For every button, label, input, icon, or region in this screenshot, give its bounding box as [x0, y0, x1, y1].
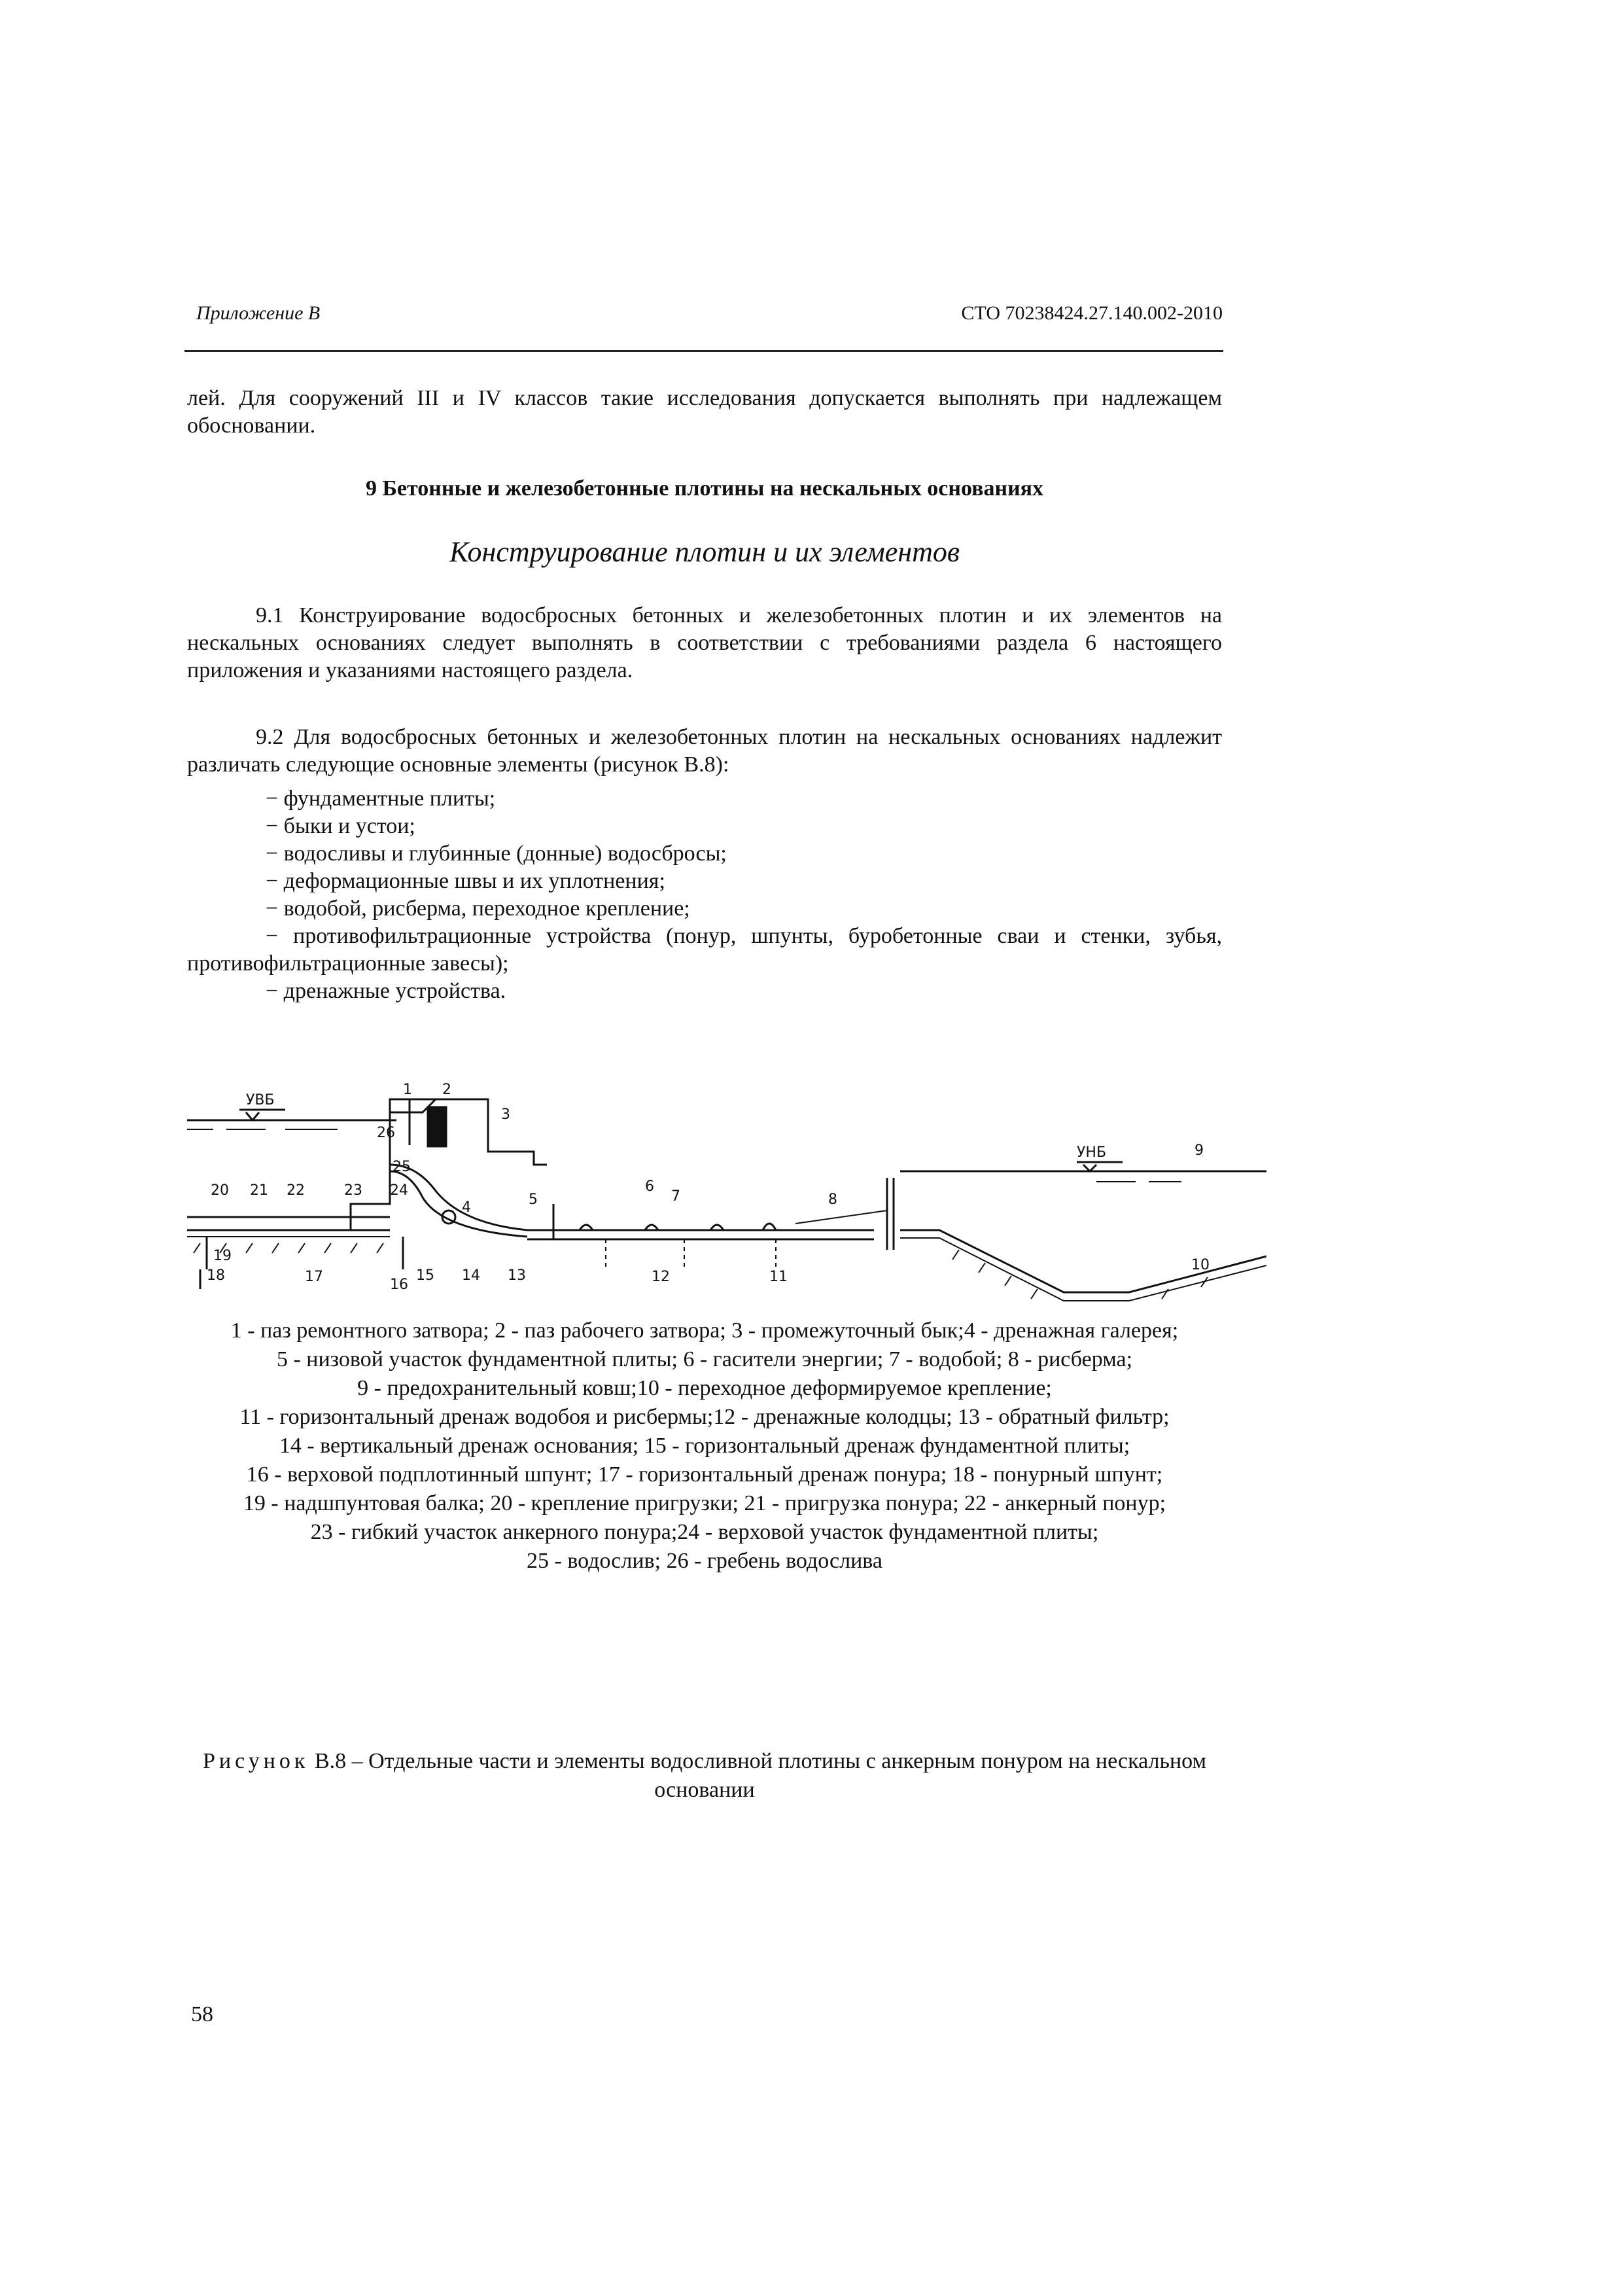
figure-caption	[187, 1747, 1222, 1805]
fig-number: 15	[416, 1267, 434, 1284]
downstream-level-label: УНБ	[1077, 1144, 1107, 1161]
legend-line: 1 - паз ремонтного затвора; 2 - паз рабочего затвора; 3 - промежуточный бык;4 - дренажная галерея;	[230, 1318, 1179, 1343]
fig-number: 2	[442, 1082, 451, 1098]
legend-line: 23 - гибкий участок анкерного понура;24 - верховой участок фундаментной плиты;	[310, 1520, 1099, 1544]
legend-line: 5 - низовой участок фундаментной плиты; 6 - гасители энергии; 7 - водобой; 8 - рисберма;	[276, 1347, 1133, 1371]
section-title: 9 Бетонные и железобетонные плотины на нескальных основаниях	[365, 476, 1044, 501]
list-item: − фундаментные плиты;	[266, 786, 496, 811]
fig-number: 6	[645, 1178, 654, 1195]
fig-number: 3	[501, 1106, 510, 1123]
list-item: − быки и устои;	[266, 814, 415, 838]
header-right: СТО 70238424.27.140.002-2010	[961, 302, 1223, 324]
fig-number: 22	[287, 1182, 305, 1199]
fig-number: 26	[377, 1125, 395, 1141]
dam-diagram	[187, 1073, 1266, 1309]
caption-label: Рисунок	[202, 1749, 309, 1773]
header-rule	[184, 350, 1223, 352]
list-item: − водосливы и глубинные (донные) водосбросы;	[266, 841, 727, 866]
fig-number: 17	[305, 1269, 323, 1285]
fig-number: 16	[390, 1277, 408, 1293]
legend-line: 11 - горизонтальный дренаж водобоя и рисбермы;12 - дренажные колодцы; 13 - обратный фильтр;	[239, 1405, 1170, 1429]
fig-number: 5	[529, 1192, 538, 1208]
fig-number: 1	[403, 1082, 412, 1098]
upstream-level-label: УВБ	[246, 1092, 275, 1108]
legend-line: 19 - надшпунтовая балка; 20 - крепление пригрузки; 21 - пригрузка понура; 22 - анкерный понур;	[243, 1491, 1166, 1515]
figure-legend	[187, 1316, 1222, 1576]
fig-number: 11	[769, 1269, 788, 1285]
intro-paragraph: лей. Для сооружений III и IV классов такие исследования допускается выполнять при надлежащем обосновании.	[187, 386, 1222, 438]
fig-number: 14	[462, 1267, 480, 1284]
fig-number: 9	[1195, 1142, 1204, 1159]
subsection-title: Конструирование плотин и их элементов	[449, 536, 960, 568]
fig-number: 10	[1191, 1257, 1210, 1273]
list-item: − деформационные швы и их уплотнения;	[266, 869, 665, 893]
caption-text: В.8 – Отдельные части и элементы водосливной плотины с анкерным понуром на нескальном основании	[309, 1749, 1207, 1802]
fig-number: 23	[344, 1182, 362, 1199]
fig-number: 21	[250, 1182, 268, 1199]
fig-number: 4	[462, 1199, 471, 1216]
fig-number: 18	[207, 1267, 225, 1284]
fig-number: 24	[390, 1182, 408, 1199]
list-item: − противофильтрационные устройства (понур, шпунты, буробетонные сваи и стенки, зубья, противофильтрационные завесы);	[187, 924, 1222, 976]
fig-number: 19	[213, 1248, 232, 1264]
fig-number: 25	[393, 1159, 411, 1175]
fig-number: 13	[508, 1267, 526, 1284]
elements-list	[187, 785, 1222, 1005]
header-left: Приложение В	[196, 302, 321, 324]
page-number: 58	[191, 2002, 213, 2026]
list-item: − водобой, рисберма, переходное крепление;	[266, 896, 690, 921]
paragraph-9-1: 9.1 Конструирование водосбросных бетонных и железобетонных плотин и их элементов на нескальных основаниях следует выполнять в соответствии с требованиями раздела 6 настоящего приложения и указаниями настоящего раздела.	[187, 603, 1222, 682]
legend-line: 9 - предохранительный ковш;10 - переходное деформируемое крепление;	[357, 1376, 1052, 1400]
fig-number: 20	[211, 1182, 229, 1199]
list-item: − дренажные устройства.	[266, 979, 506, 1003]
legend-line: 14 - вертикальный дренаж основания; 15 - горизонтальный дренаж фундаментной плиты;	[279, 1434, 1130, 1458]
fig-number: 7	[671, 1188, 680, 1205]
fig-number: 8	[828, 1192, 837, 1208]
paragraph-9-2: 9.2 Для водосбросных бетонных и железобетонных плотин на нескальных основаниях надлежит различать следующие основные элементы (рисунок В.8):	[187, 725, 1222, 777]
legend-line: 16 - верховой подплотинный шпунт; 17 - горизонтальный дренаж понура; 18 - понурный шпунт;	[246, 1462, 1163, 1487]
fig-number: 12	[652, 1269, 670, 1285]
legend-line: 25 - водослив; 26 - гребень водослива	[527, 1549, 882, 1573]
